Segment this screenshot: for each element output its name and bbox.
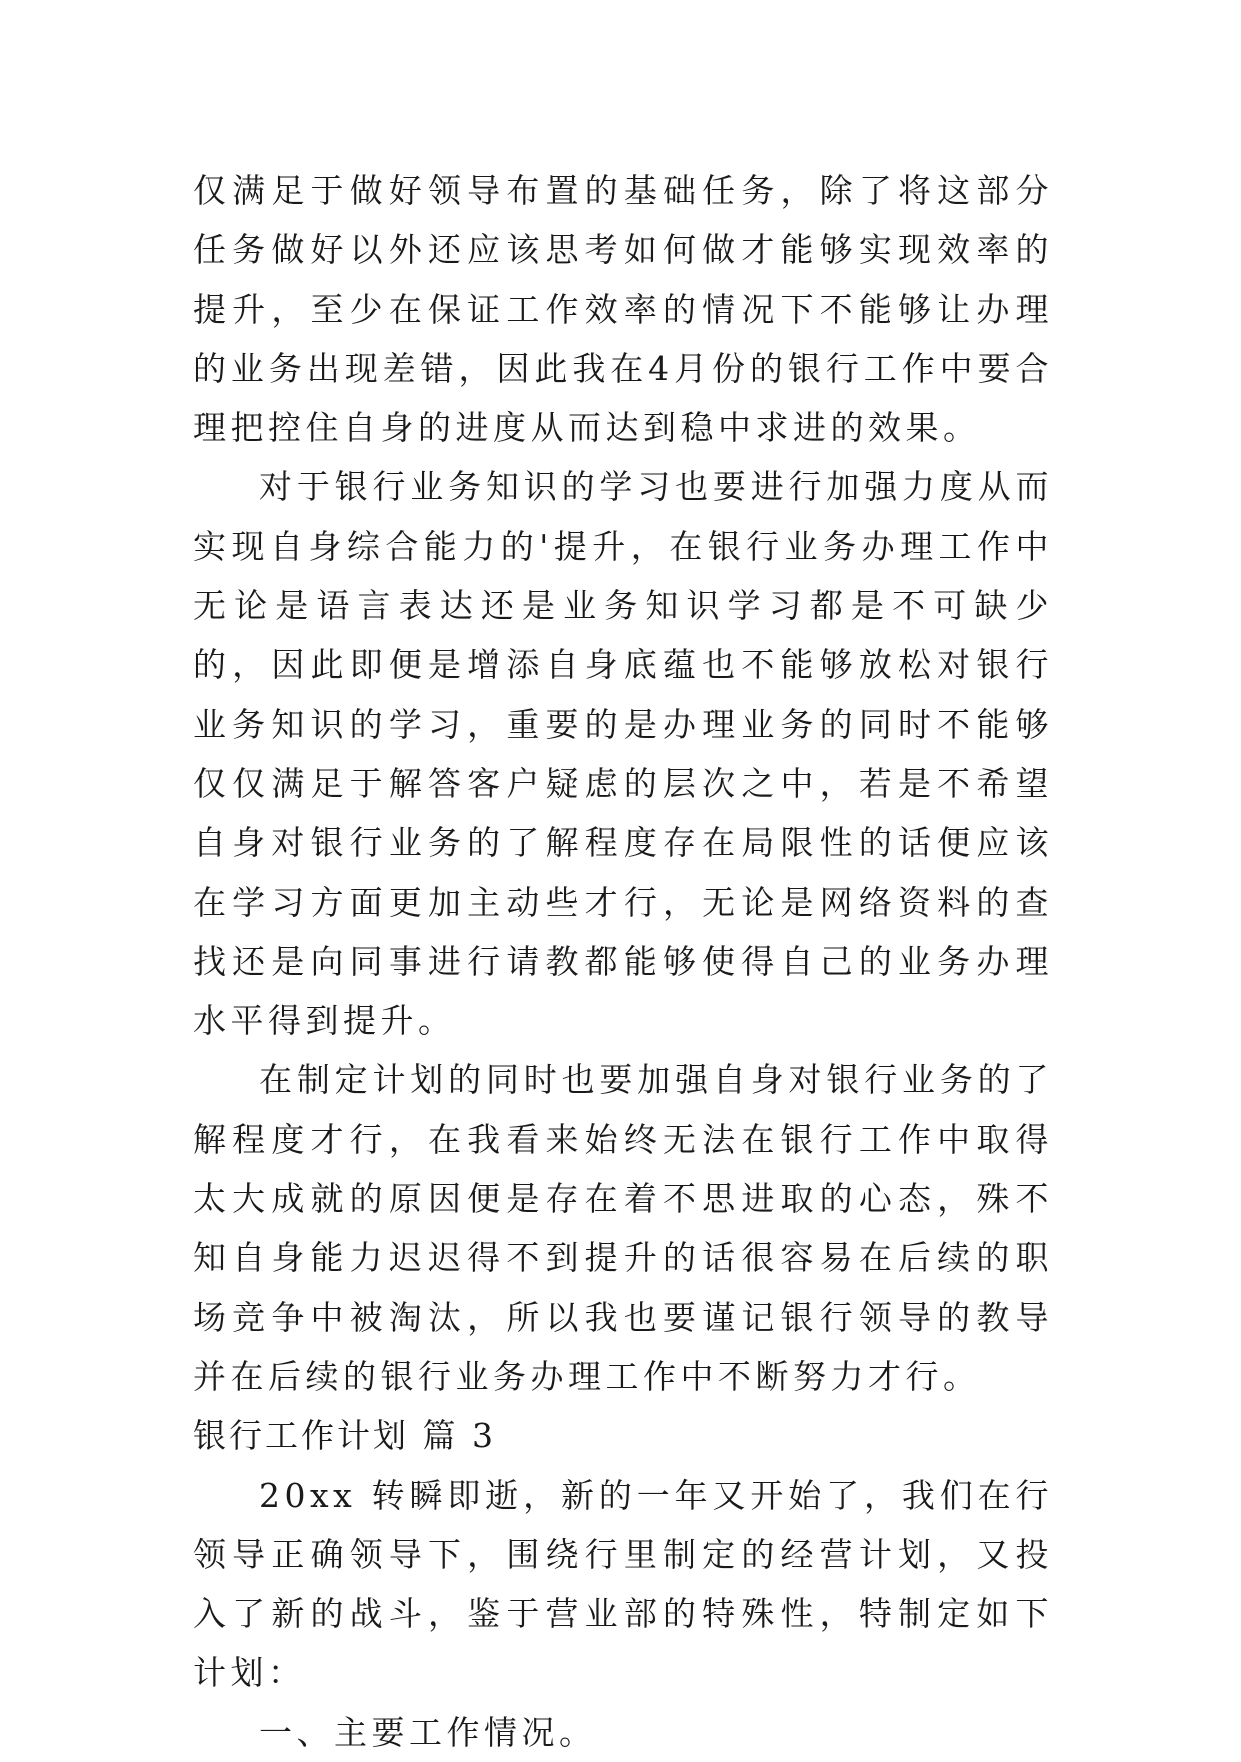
- paragraph-planning: 在制定计划的同时也要加强自身对银行业务的了解程度才行，在我看来始终无法在银行工作中取得太大成就的原因便是存在着不思进取的心态，殊不知自身能力迟迟得不到提升的话很容易在后续的职场竞争中被淘汰，所以我也要谨记银行领导的教导并在后续的银行业务办理工作中不断努力才行。: [193, 1060, 1053, 1396]
- document-body: [193, 161, 1053, 1762]
- paragraph-subheading: 一、主要工作情况。: [259, 1712, 597, 1752]
- section-heading: 银行工作计划 篇 3: [193, 1416, 496, 1456]
- paragraph-intro: 20xx 转瞬即逝，新的一年又开始了，我们在行领导正确领导下，围绕行里制定的经营计划，又投入了新的战斗，鉴于营业部的特殊性，特制定如下计划：: [193, 1475, 1053, 1693]
- paragraph-study: 对于银行业务知识的学习也要进行加强力度从而实现自身综合能力的'提升，在银行业务办理工作中无论是语言表达还是业务知识学习都是不可缺少的，因此即便是增添自身底蕴也不能够放松对银行业务知识的学习，重要的是办理业务的同时不能够仅仅满足于解答客户疑虑的层次之中，若是不希望自身对银行业务的了解程度存在局限性的话便应该在学习方面更加主动些才行，无论是网络资料的查找还是向同事进行请教都能够使得自己的业务办理水平得到提升。: [193, 467, 1053, 1041]
- paragraph-continued: 仅满足于做好领导布置的基础任务，除了将这部分任务做好以外还应该思考如何做才能够实现效率的提升，至少在保证工作效率的情况下不能够让办理的业务出现差错，因此我在4月份的银行工作中要合理把控住自身的进度从而达到稳中求进的效果。: [193, 171, 1053, 448]
